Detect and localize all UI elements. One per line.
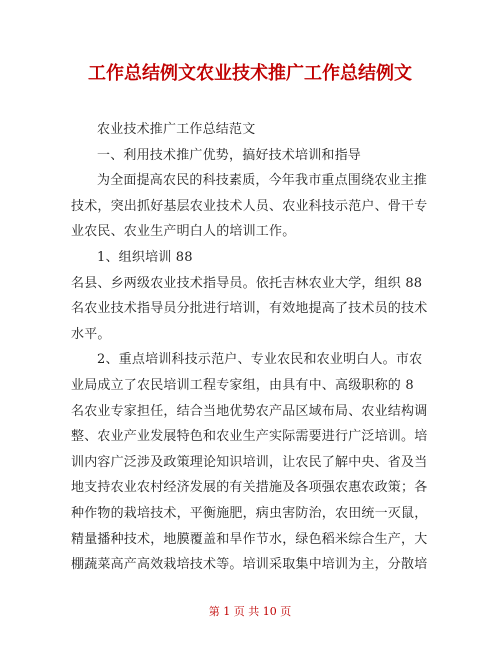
text-line: 种作物的栽培技术，平衡施肥，病虫害防治，农田统一灭鼠，	[71, 505, 428, 521]
text-line: 1、组织培训 88	[97, 249, 193, 265]
text-line: 为全面提高农民的科技素质，今年我市重点围绕农业主推	[97, 173, 428, 189]
text-line: 技术，突出抓好基层农业技术人员、农业科技示范户、骨干专	[71, 198, 428, 214]
text-line: 农业技术推广工作总结范文	[97, 122, 256, 137]
page-footer: 第 1 页 共 10 页	[208, 605, 292, 618]
text-line: 名县、乡两级农业技术指导员。依托吉林农业大学，组织 88	[71, 275, 423, 291]
text-line: 一、利用技术推广优势，搞好技术培训和指导	[97, 147, 362, 163]
text-line: 整、农业产业发展特色和农业生产实际需要进行广泛培训。培	[71, 429, 428, 445]
text-line: 棚蔬菜高产高效栽培技术等。培训采取集中培训为主，分散培	[71, 557, 428, 573]
text-line: 名农业专家担任，结合当地优势农产品区域布局、农业结构调	[71, 403, 428, 419]
text-line: 训内容广泛涉及政策理论知识培训，让农民了解中央、省及当	[71, 454, 428, 470]
page-title: 工作总结例文农业技术推广工作总结例文	[88, 63, 412, 84]
text-line: 精量播种技术，地膜覆盖和旱作节水，绿色稻米综合生产，大	[71, 531, 428, 547]
text-line: 水平。	[71, 326, 111, 342]
text-line: 名农业技术指导员分批进行培训，有效地提高了技术员的技术	[71, 301, 428, 317]
text-line: 业局成立了农民培训工程专家组，由具有中、高级职称的 8	[71, 377, 414, 393]
text-line: 2、重点培训科技示范户、专业农民和农业明白人。市农	[97, 352, 423, 368]
document-body	[71, 117, 431, 578]
text-line: 地支持农业农村经济发展的有关措施及各项强农惠农政策；各	[71, 480, 428, 496]
text-line: 业农民、农业生产明白人的培训工作。	[71, 224, 296, 240]
